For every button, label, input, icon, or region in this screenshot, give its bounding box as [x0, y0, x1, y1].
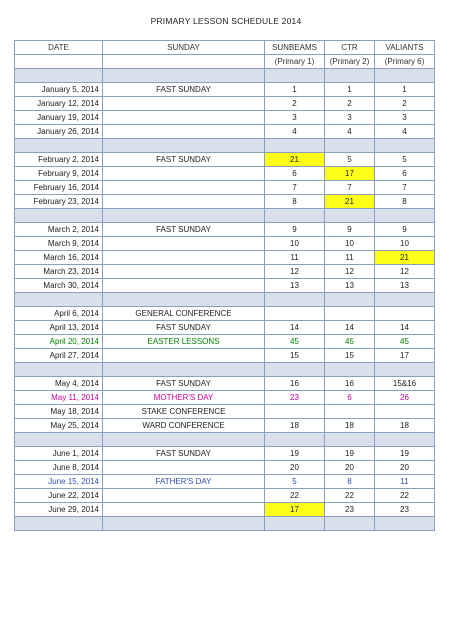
schedule-table: [14, 40, 435, 531]
separator-row: [15, 293, 435, 307]
event-cell: [103, 489, 265, 503]
sunbeams-cell: 22: [265, 489, 325, 503]
table-row: [15, 279, 435, 293]
event-cell: FAST SUNDAY: [103, 321, 265, 335]
event-cell: FAST SUNDAY: [103, 223, 265, 237]
date-cell: March 2, 2014: [15, 223, 103, 237]
separator-cell: [325, 517, 375, 531]
sunbeams-cell: 12: [265, 265, 325, 279]
date-cell: June 8, 2014: [15, 461, 103, 475]
event-cell: FAST SUNDAY: [103, 377, 265, 391]
sunbeams-cell: 2: [265, 97, 325, 111]
sunbeams-cell: 9: [265, 223, 325, 237]
valiants-cell: 18: [375, 419, 435, 433]
date-cell: May 4, 2014: [15, 377, 103, 391]
header-sunbeams: SUNBEAMS: [265, 41, 325, 55]
date-cell: June 15, 2014: [15, 475, 103, 489]
table-row: [15, 349, 435, 363]
table-row: [15, 265, 435, 279]
event-cell: GENERAL CONFERENCE: [103, 307, 265, 321]
valiants-cell: 17: [375, 349, 435, 363]
sunbeams-cell: 3: [265, 111, 325, 125]
separator-cell: [265, 517, 325, 531]
separator-cell: [375, 293, 435, 307]
valiants-cell: 19: [375, 447, 435, 461]
table-row: [15, 181, 435, 195]
valiants-cell: 3: [375, 111, 435, 125]
event-cell: [103, 251, 265, 265]
table-row: [15, 223, 435, 237]
event-cell: [103, 461, 265, 475]
ctr-cell: 1: [325, 83, 375, 97]
valiants-cell: 1: [375, 83, 435, 97]
date-cell: February 9, 2014: [15, 167, 103, 181]
event-cell: [103, 265, 265, 279]
date-cell: March 9, 2014: [15, 237, 103, 251]
sunbeams-cell: 18: [265, 419, 325, 433]
separator-cell: [15, 363, 103, 377]
sunbeams-cell: 14: [265, 321, 325, 335]
separator-cell: [15, 209, 103, 223]
ctr-cell: 17: [325, 167, 375, 181]
valiants-cell: 10: [375, 237, 435, 251]
header-sunday: SUNDAY: [103, 41, 265, 55]
ctr-cell: 19: [325, 447, 375, 461]
separator-cell: [375, 209, 435, 223]
table-row: [15, 475, 435, 489]
event-cell: [103, 195, 265, 209]
separator-cell: [265, 363, 325, 377]
date-cell: January 12, 2014: [15, 97, 103, 111]
ctr-cell: 13: [325, 279, 375, 293]
ctr-cell: 3: [325, 111, 375, 125]
ctr-cell: 15: [325, 349, 375, 363]
valiants-cell: 20: [375, 461, 435, 475]
event-cell: [103, 97, 265, 111]
table-row: [15, 391, 435, 405]
date-cell: February 16, 2014: [15, 181, 103, 195]
ctr-cell: 5: [325, 153, 375, 167]
subheader-row: [15, 55, 435, 69]
separator-cell: [265, 209, 325, 223]
event-cell: WARD CONFERENCE: [103, 419, 265, 433]
table-row: [15, 405, 435, 419]
ctr-cell: 9: [325, 223, 375, 237]
date-cell: June 22, 2014: [15, 489, 103, 503]
date-cell: January 5, 2014: [15, 83, 103, 97]
valiants-cell: 23: [375, 503, 435, 517]
sunbeams-cell: 20: [265, 461, 325, 475]
separator-cell: [15, 293, 103, 307]
sunbeams-cell: 8: [265, 195, 325, 209]
header-valiants: VALIANTS: [375, 41, 435, 55]
valiants-cell: 4: [375, 125, 435, 139]
ctr-cell: 11: [325, 251, 375, 265]
event-cell: [103, 125, 265, 139]
separator-cell: [375, 363, 435, 377]
event-cell: FAST SUNDAY: [103, 153, 265, 167]
separator-row: [15, 209, 435, 223]
separator-row: [15, 69, 435, 83]
separator-cell: [15, 69, 103, 83]
valiants-cell: 26: [375, 391, 435, 405]
table-row: [15, 111, 435, 125]
event-cell: MOTHER'S DAY: [103, 391, 265, 405]
separator-cell: [325, 139, 375, 153]
table-row: [15, 503, 435, 517]
separator-cell: [325, 69, 375, 83]
separator-cell: [375, 433, 435, 447]
event-cell: FAST SUNDAY: [103, 447, 265, 461]
ctr-cell: [325, 405, 375, 419]
event-cell: FATHER'S DAY: [103, 475, 265, 489]
valiants-cell: 2: [375, 97, 435, 111]
valiants-cell: 21: [375, 251, 435, 265]
date-cell: February 23, 2014: [15, 195, 103, 209]
subheader-empty: [103, 55, 265, 69]
date-cell: March 23, 2014: [15, 265, 103, 279]
valiants-cell: 12: [375, 265, 435, 279]
separator-cell: [265, 293, 325, 307]
separator-cell: [15, 517, 103, 531]
valiants-cell: 7: [375, 181, 435, 195]
table-row: [15, 237, 435, 251]
header-ctr: CTR: [325, 41, 375, 55]
header-date: DATE: [15, 41, 103, 55]
separator-cell: [325, 363, 375, 377]
ctr-cell: 20: [325, 461, 375, 475]
sunbeams-cell: 4: [265, 125, 325, 139]
sunbeams-cell: 15: [265, 349, 325, 363]
subheader-ctr: (Primary 2): [325, 55, 375, 69]
separator-cell: [375, 517, 435, 531]
sunbeams-cell: 7: [265, 181, 325, 195]
valiants-cell: 6: [375, 167, 435, 181]
date-cell: March 16, 2014: [15, 251, 103, 265]
date-cell: February 2, 2014: [15, 153, 103, 167]
sunbeams-cell: 10: [265, 237, 325, 251]
sunbeams-cell: 19: [265, 447, 325, 461]
table-row: [15, 97, 435, 111]
separator-cell: [265, 433, 325, 447]
table-row: [15, 489, 435, 503]
ctr-cell: [325, 307, 375, 321]
valiants-cell: 13: [375, 279, 435, 293]
valiants-cell: 22: [375, 489, 435, 503]
table-row: [15, 167, 435, 181]
table-row: [15, 447, 435, 461]
header-row: [15, 41, 435, 55]
ctr-cell: 12: [325, 265, 375, 279]
ctr-cell: 6: [325, 391, 375, 405]
table-row: [15, 83, 435, 97]
valiants-cell: [375, 307, 435, 321]
separator-cell: [375, 69, 435, 83]
sunbeams-cell: [265, 307, 325, 321]
separator-cell: [103, 363, 265, 377]
ctr-cell: 4: [325, 125, 375, 139]
date-cell: June 29, 2014: [15, 503, 103, 517]
date-cell: January 19, 2014: [15, 111, 103, 125]
subheader-valiants: (Primary 6): [375, 55, 435, 69]
separator-cell: [265, 139, 325, 153]
ctr-cell: 45: [325, 335, 375, 349]
page-title: PRIMARY LESSON SCHEDULE 2014: [150, 16, 302, 26]
table-row: [15, 307, 435, 321]
event-cell: [103, 279, 265, 293]
valiants-cell: 11: [375, 475, 435, 489]
date-cell: May 11, 2014: [15, 391, 103, 405]
separator-cell: [103, 209, 265, 223]
subheader-empty: [15, 55, 103, 69]
table-row: [15, 419, 435, 433]
table-row: [15, 377, 435, 391]
sunbeams-cell: 16: [265, 377, 325, 391]
ctr-cell: 23: [325, 503, 375, 517]
separator-cell: [103, 433, 265, 447]
ctr-cell: 18: [325, 419, 375, 433]
sunbeams-cell: 6: [265, 167, 325, 181]
sunbeams-cell: [265, 405, 325, 419]
ctr-cell: 22: [325, 489, 375, 503]
event-cell: [103, 237, 265, 251]
table-row: [15, 125, 435, 139]
date-cell: May 25, 2014: [15, 419, 103, 433]
sunbeams-cell: 1: [265, 83, 325, 97]
event-cell: [103, 503, 265, 517]
separator-cell: [325, 433, 375, 447]
table-row: [15, 195, 435, 209]
separator-cell: [265, 69, 325, 83]
date-cell: January 26, 2014: [15, 125, 103, 139]
valiants-cell: 9: [375, 223, 435, 237]
separator-cell: [325, 293, 375, 307]
separator-cell: [15, 433, 103, 447]
sunbeams-cell: 13: [265, 279, 325, 293]
separator-cell: [325, 209, 375, 223]
sunbeams-cell: 23: [265, 391, 325, 405]
separator-row: [15, 139, 435, 153]
table-row: [15, 153, 435, 167]
ctr-cell: 7: [325, 181, 375, 195]
event-cell: [103, 181, 265, 195]
date-cell: May 18, 2014: [15, 405, 103, 419]
table-row: [15, 335, 435, 349]
sunbeams-cell: 45: [265, 335, 325, 349]
separator-row: [15, 363, 435, 377]
date-cell: April 6, 2014: [15, 307, 103, 321]
separator-cell: [15, 139, 103, 153]
event-cell: [103, 111, 265, 125]
separator-cell: [103, 69, 265, 83]
table-row: [15, 461, 435, 475]
separator-cell: [103, 517, 265, 531]
separator-cell: [103, 139, 265, 153]
sunbeams-cell: 5: [265, 475, 325, 489]
ctr-cell: 21: [325, 195, 375, 209]
ctr-cell: 2: [325, 97, 375, 111]
date-cell: April 13, 2014: [15, 321, 103, 335]
date-cell: March 30, 2014: [15, 279, 103, 293]
event-cell: [103, 349, 265, 363]
separator-cell: [103, 293, 265, 307]
sunbeams-cell: 11: [265, 251, 325, 265]
event-cell: [103, 167, 265, 181]
event-cell: STAKE CONFERENCE: [103, 405, 265, 419]
table-row: [15, 321, 435, 335]
date-cell: April 27, 2014: [15, 349, 103, 363]
date-cell: June 1, 2014: [15, 447, 103, 461]
sunbeams-cell: 17: [265, 503, 325, 517]
date-cell: April 20, 2014: [15, 335, 103, 349]
separator-cell: [375, 139, 435, 153]
subheader-sunbeams: (Primary 1): [265, 55, 325, 69]
separator-row: [15, 517, 435, 531]
valiants-cell: 5: [375, 153, 435, 167]
ctr-cell: 8: [325, 475, 375, 489]
valiants-cell: 45: [375, 335, 435, 349]
valiants-cell: 14: [375, 321, 435, 335]
ctr-cell: 10: [325, 237, 375, 251]
ctr-cell: 14: [325, 321, 375, 335]
sunbeams-cell: 21: [265, 153, 325, 167]
valiants-cell: [375, 405, 435, 419]
separator-row: [15, 433, 435, 447]
event-cell: EASTER LESSONS: [103, 335, 265, 349]
valiants-cell: 15&16: [375, 377, 435, 391]
ctr-cell: 16: [325, 377, 375, 391]
valiants-cell: 8: [375, 195, 435, 209]
table-row: [15, 251, 435, 265]
event-cell: FAST SUNDAY: [103, 83, 265, 97]
